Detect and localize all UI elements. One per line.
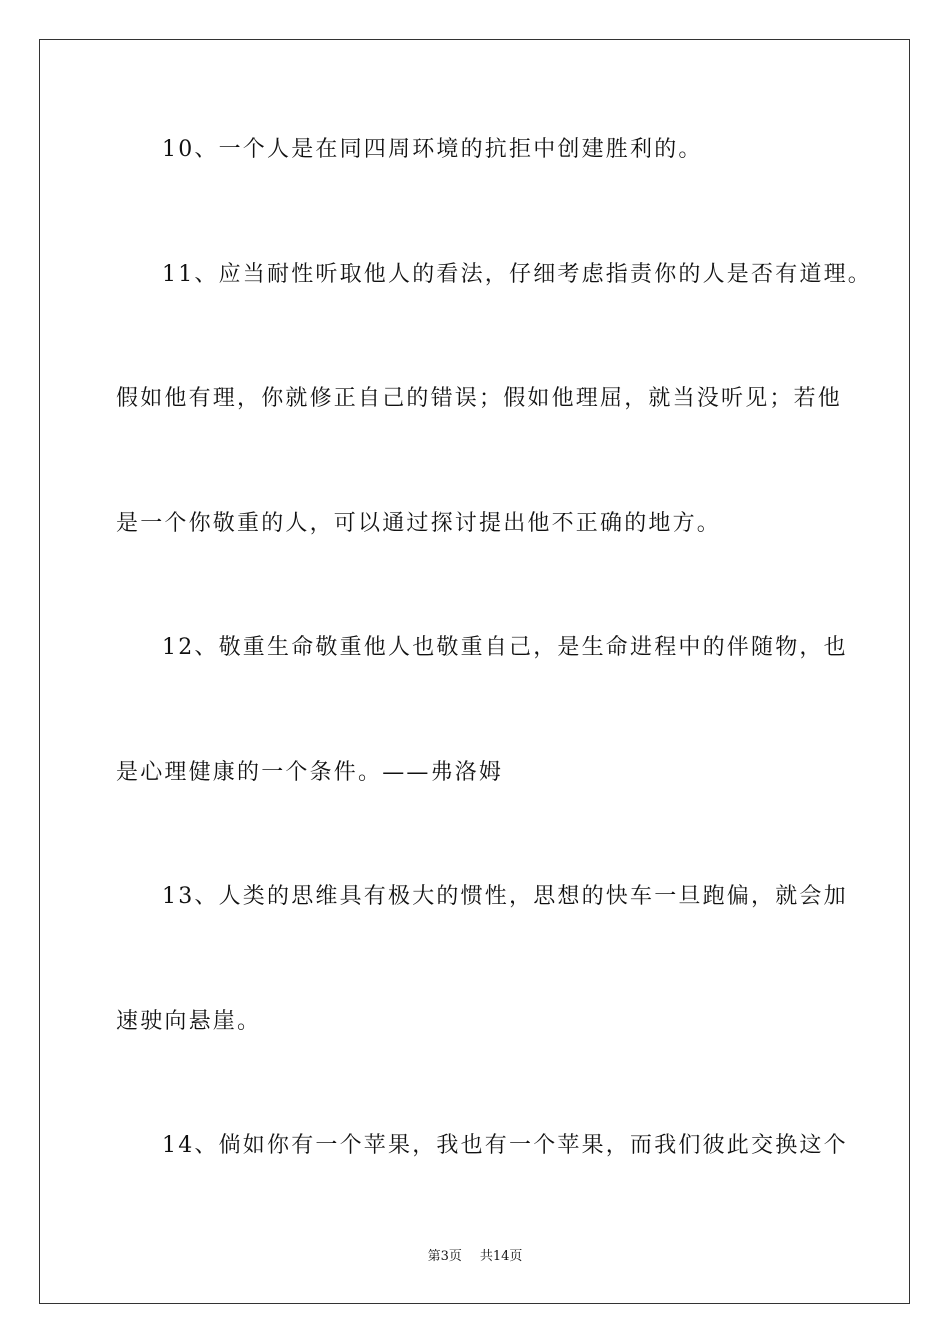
paragraph-13-line-1: 13、人类的思维具有极大的惯性，思想的快车一旦跑偏，就会加 [162,884,848,909]
page-frame [39,39,910,1304]
paragraph-12-line-1: 12、敬重生命敬重他人也敬重自己，是生命进程中的伴随物，也 [162,635,848,660]
page-total: 共14页 [479,1249,523,1264]
paragraph-11-line-3: 是一个你敬重的人，可以通过探讨提出他不正确的地方。 [116,511,722,536]
paragraph-13-line-2: 速驶向悬崖。 [116,1009,262,1034]
paragraph-11-line-1: 11、应当耐性听取他人的看法，仔细考虑指责你的人是否有道理。 [162,262,872,287]
paragraph-14-line-1: 14、倘如你有一个苹果，我也有一个苹果，而我们彼此交换这个 [162,1133,848,1158]
page-number: 第3页 [427,1249,462,1264]
paragraph-10: 10、一个人是在同四周环境的抗拒中创建胜利的。 [162,137,703,162]
page-footer [0,1248,950,1266]
paragraph-11-line-2: 假如他有理，你就修正自己的错误；假如他理屈，就当没听见；若他 [116,386,843,411]
paragraph-12-line-2: 是心理健康的一个条件。——弗洛姆 [116,760,504,785]
